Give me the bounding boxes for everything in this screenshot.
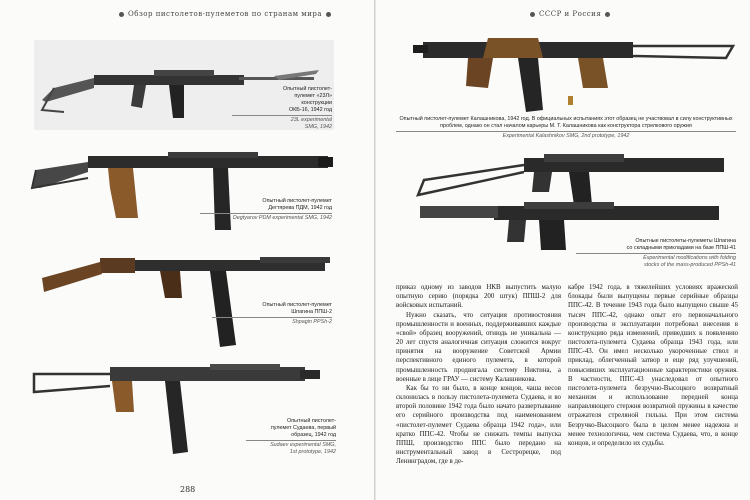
- left-page-number: 288: [180, 485, 196, 494]
- bullet-icon: [530, 12, 535, 17]
- bullet-icon: [605, 12, 610, 17]
- smg-pdm-image: [28, 148, 338, 238]
- caption-sudaev: Опытный пистолет- пулемет Судаева, первый образец, 1942 год Sudaev experimental SMG, 1st prototype, 1942: [246, 418, 336, 456]
- caption-ppsh41-mods: Опытные пистолеты-пулеметы Шпагина со складными прикладами на базе ППШ-41 Experimental modifications with folding stocks of the mass-produced PPSh-41: [576, 238, 736, 269]
- smg-ppsh2-image: [40, 240, 340, 350]
- caption-ppsh2: Опытный пистолет-пулемет Шпагина ППШ-2 Shpagin PPSh-2: [212, 302, 332, 326]
- caption-pdm: Опытный пистолет-пулемет Дегтярева ПДМ, 1942 год Degtyarov PDM experimental SMG, 1942: [200, 198, 332, 222]
- weapon-photo-kalashnikov: [408, 28, 738, 118]
- weapon-photo-pdm: [28, 148, 338, 238]
- caption-23l: Опытный пистолет- пулемет «23Л» конструкции ОКБ-16, 1942 год 23L experimental SMG, 1942: [232, 86, 332, 131]
- bullet-icon: [326, 12, 331, 17]
- bullet-icon: [119, 12, 124, 17]
- right-page-header: СССР и Россия: [526, 10, 614, 18]
- smg-kalashnikov-image: [408, 28, 738, 118]
- left-page: [0, 0, 374, 500]
- caption-kalashnikov: Опытный пистолет-пулемет Калашникова, 1942 год. В официальных испытаниях этот образец не участвовал в силу конструктивных проблем, однако он стал началом карьеры М. Т. Калашникова как конструктора стрелкового оружия Experimental Kalashnikov SMG, 2nd prototype, 1942: [396, 116, 736, 140]
- left-page-header: Обзор пистолетов-пулеметов по странам мира: [115, 10, 335, 18]
- text-column-1: приказ одному из заводов НКВ выпустить малую опытную серию (порядка 200 штук) ППШ-2 для войсковых испытаний. Нужно сказать, что ситуация противостояния промышленности и военных, поддерживавших каждые «свой» образец вооружений, отнюдь не уникальна — 20 лет спустя аналогичная ситуация сложится вокруг принятия на вооружение Советской Армии перспективного единого пулемета, в которой промышленность продвигала систему Никтина, а военные в лице ГРАУ — систему Калашникова. Как бы то ни было, в конце концов, чаша весов склонилась в пользу пистолета-пулемета Судаева, и во второй половине 1942 года было начато развертывание его серийного производства под наименованием «пистолет-пулемет Судаева образца 1942 года», или кратко ППС-42. Чтобы не снижать темпы выпуска ППШ, производство ППС было передано на инструментальный завод в Сестрорецке, под Ленинградом, где в де-: [396, 284, 561, 466]
- text-column-2: кабре 1942 года, в тяжелейших условиях вражеской блокады были выпущены первые серийные образцы ППС-42. В течение 1943 года было выпущено свыше 45 тысяч ППС-42, однако опыт его первоначального производства и эксплуатации потребовал внесения в конструкцию ряда изменений, приведших к появлению пистолета-пулемета Судаева образца 1943 года, или ППС-43. Он имел несколько укороченные ствол и приклад, облегченный затвор и еще ряд улучшений, повысивших эксплуатационные характеристики оружия. В частности, ППС-43 унаследовал от опытного пистолета-пулемета безручно-Высоцкого возвратный механизм и использование передней конца направляющего стержня возвратной пружины в качестве отражателя стреляной гильзы. При этом система Безручко-Высоцкого была в целом менее надежна и менее технологична, чем система Судаева, что, в конце концов, и определило их судьбы.: [568, 284, 738, 447]
- weapon-photo-ppsh2: [40, 240, 340, 350]
